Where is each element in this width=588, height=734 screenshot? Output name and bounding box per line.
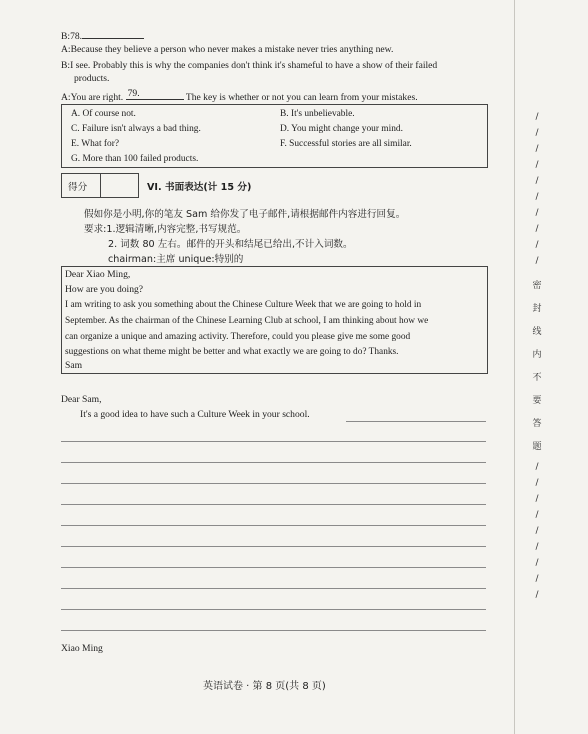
side-slash: / [535, 208, 539, 218]
side-char: 密 [532, 281, 542, 291]
side-slash: / [535, 574, 539, 584]
dialogue-b78 [61, 28, 144, 43]
side-slash: / [535, 192, 539, 202]
letter-greeting: Dear Xiao Ming, [65, 269, 131, 280]
side-slash: / [535, 160, 539, 170]
side-char: 要 [532, 396, 542, 406]
writing-line[interactable] [61, 441, 486, 442]
dialogue-b-line2: products. [74, 73, 110, 84]
letter-box [61, 266, 488, 374]
a2-prefix: A:You are right. [61, 92, 124, 103]
writing-line[interactable] [61, 483, 486, 484]
side-slash: / [535, 590, 539, 600]
side-char: 内 [532, 350, 542, 360]
option-c: C. Failure isn't always a bad thing. [71, 124, 201, 134]
binding-line [514, 0, 515, 734]
letter-line: How are you doing? [65, 284, 144, 295]
dialogue-a2 [61, 89, 418, 104]
side-char: 答 [532, 419, 542, 429]
side-slash: / [535, 224, 539, 234]
side-char: 封 [532, 304, 542, 314]
section-title: VI. 书面表达(计 15 分) [147, 182, 252, 193]
requirement-2: 2. 词数 80 左右。邮件的开头和结尾已给出,不计入词数。 [108, 239, 353, 250]
letter-line: can organize a unique and amazing activity. Therefore, could you please give me some good [65, 332, 411, 342]
side-slash: / [535, 462, 539, 472]
dialogue-b-line1: B:I see. Probably this is why the companies don't think it's shameful to have a show of their failed [61, 60, 438, 71]
score-entry[interactable] [101, 174, 138, 197]
side-slash: / [535, 510, 539, 520]
option-b: B. It's unbelievable. [280, 109, 355, 119]
a2-rest: The key is whether or not you can learn from your mistakes. [185, 92, 418, 103]
option-f: F. Successful stories are all similar. [280, 139, 412, 149]
writing-line[interactable] [61, 546, 486, 547]
side-char: 线 [532, 327, 542, 337]
score-label: 得分 [68, 182, 88, 193]
writing-line[interactable] [61, 567, 486, 568]
option-g: G. More than 100 failed products. [71, 154, 199, 164]
writing-line[interactable] [61, 609, 486, 610]
side-slash: / [535, 176, 539, 186]
side-slash: / [535, 144, 539, 154]
options-box [61, 104, 488, 168]
reply-opening: It's a good idea to have such a Culture Week in your school. [80, 409, 310, 420]
side-char: 题 [532, 442, 542, 452]
side-slash: / [535, 526, 539, 536]
writing-line[interactable] [61, 588, 486, 589]
side-slash: / [535, 240, 539, 250]
reply-signature: Xiao Ming [61, 643, 103, 654]
side-slash: / [535, 558, 539, 568]
writing-line[interactable] [61, 504, 486, 505]
page-footer: 英语试卷 · 第 8 页(共 8 页) [203, 681, 326, 692]
writing-line[interactable] [61, 630, 486, 631]
letter-line: I am writing to ask you something about the Chinese Culture Week that we are going to hold in [65, 300, 422, 310]
side-slash: / [535, 542, 539, 552]
answer-blank-78[interactable] [82, 28, 144, 39]
option-e: E. What for? [71, 139, 119, 149]
side-slash: / [535, 112, 539, 122]
score-box [61, 173, 139, 198]
requirement-1: 要求:1.逻辑清晰,内容完整,书写规范。 [84, 224, 247, 235]
vocab-note: chairman:主席 unique:特别的 [108, 254, 244, 265]
writing-line-first[interactable] [346, 421, 486, 422]
letter-line: September. As the chairman of the Chinese Learning Club at school, I am thinking about how we [65, 316, 429, 326]
side-char: 不 [532, 373, 542, 383]
side-slash: / [535, 256, 539, 266]
b78-label: B:78. [61, 31, 83, 42]
option-d: D. You might change your mind. [280, 124, 403, 134]
reply-greeting: Dear Sam, [61, 394, 102, 405]
dialogue-a-line: A:Because they believe a person who never makes a mistake never tries anything new. [61, 44, 394, 55]
letter-line: suggestions on what theme might be better and what exactly we are going to do? Thanks. [65, 347, 399, 357]
side-slash: / [535, 128, 539, 138]
writing-line[interactable] [61, 462, 486, 463]
letter-signature: Sam [65, 360, 83, 371]
answer-blank-79[interactable] [126, 89, 184, 100]
option-a: A. Of course not. [71, 109, 136, 119]
side-slash: / [535, 494, 539, 504]
side-slash: / [535, 478, 539, 488]
instruction-intro: 假如你是小明,你的笔友 Sam 给你发了电子邮件,请根据邮件内容进行回复。 [84, 209, 406, 220]
binding-margin [530, 112, 544, 612]
writing-line[interactable] [61, 525, 486, 526]
blank-79-number: 79. [127, 88, 140, 99]
